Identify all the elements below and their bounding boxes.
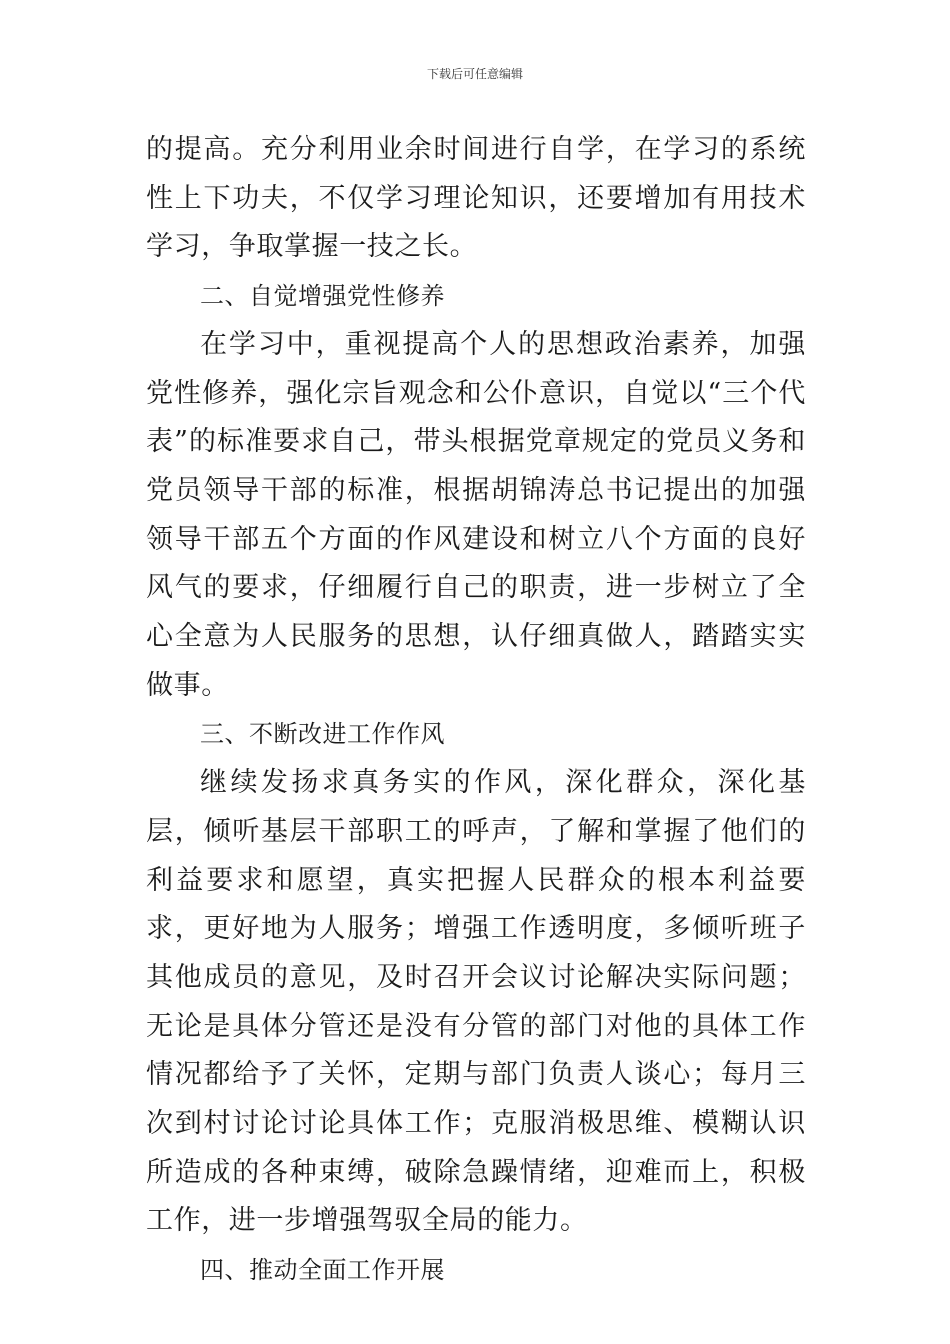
- document-body: [146, 126, 806, 1295]
- paragraph-work-style: 继续发扬求真务实的作风，深化群众，深化基层，倾听基层干部职工的呼声，了解和掌握了他们的利益要求和愿望，真实把握人民群众的根本利益要求，更好地为人服务；增强工作透明度，多倾听班子其他成员的意见，及时召开会议讨论解决实际问题；无论是具体分管还是没有分管的部门对他的具体工作情况都给予了关怀，定期与部门负责人谈心；每月三次到村讨论讨论具体工作；克服消极思维、模糊认识所造成的各种束缚，破除急躁情绪，迎难而上，积极工作，进一步增强驾驭全局的能力。: [146, 767, 806, 1237]
- section-heading-2: 二、自觉增强党性修养: [200, 282, 445, 311]
- section-heading-4: 四、推动全面工作开展: [200, 1256, 445, 1285]
- page-header: 下载后可任意编辑: [426, 67, 523, 81]
- paragraph-party-spirit: 在学习中，重视提高个人的思想政治素养，加强党性修养，强化宗旨观念和公仆意识，自觉以“三个代表”的标准要求自己，带头根据党章规定的党员义务和党员领导干部的标准，根据胡锦涛总书记提出的加强领导干部五个方面的作风建设和树立八个方面的良好风气的要求，仔细履行自己的职责，进一步树立了全心全意为人民服务的思想，认仔细真做人，踏踏实实做事。: [146, 328, 806, 701]
- paragraph-continuation: 的提高。充分利用业余时间进行自学，在学习的系统性上下功夫，不仅学习理论知识，还要增加有用技术学习，争取掌握一技之长。: [146, 134, 806, 263]
- section-heading-3: 三、不断改进工作作风: [200, 720, 445, 749]
